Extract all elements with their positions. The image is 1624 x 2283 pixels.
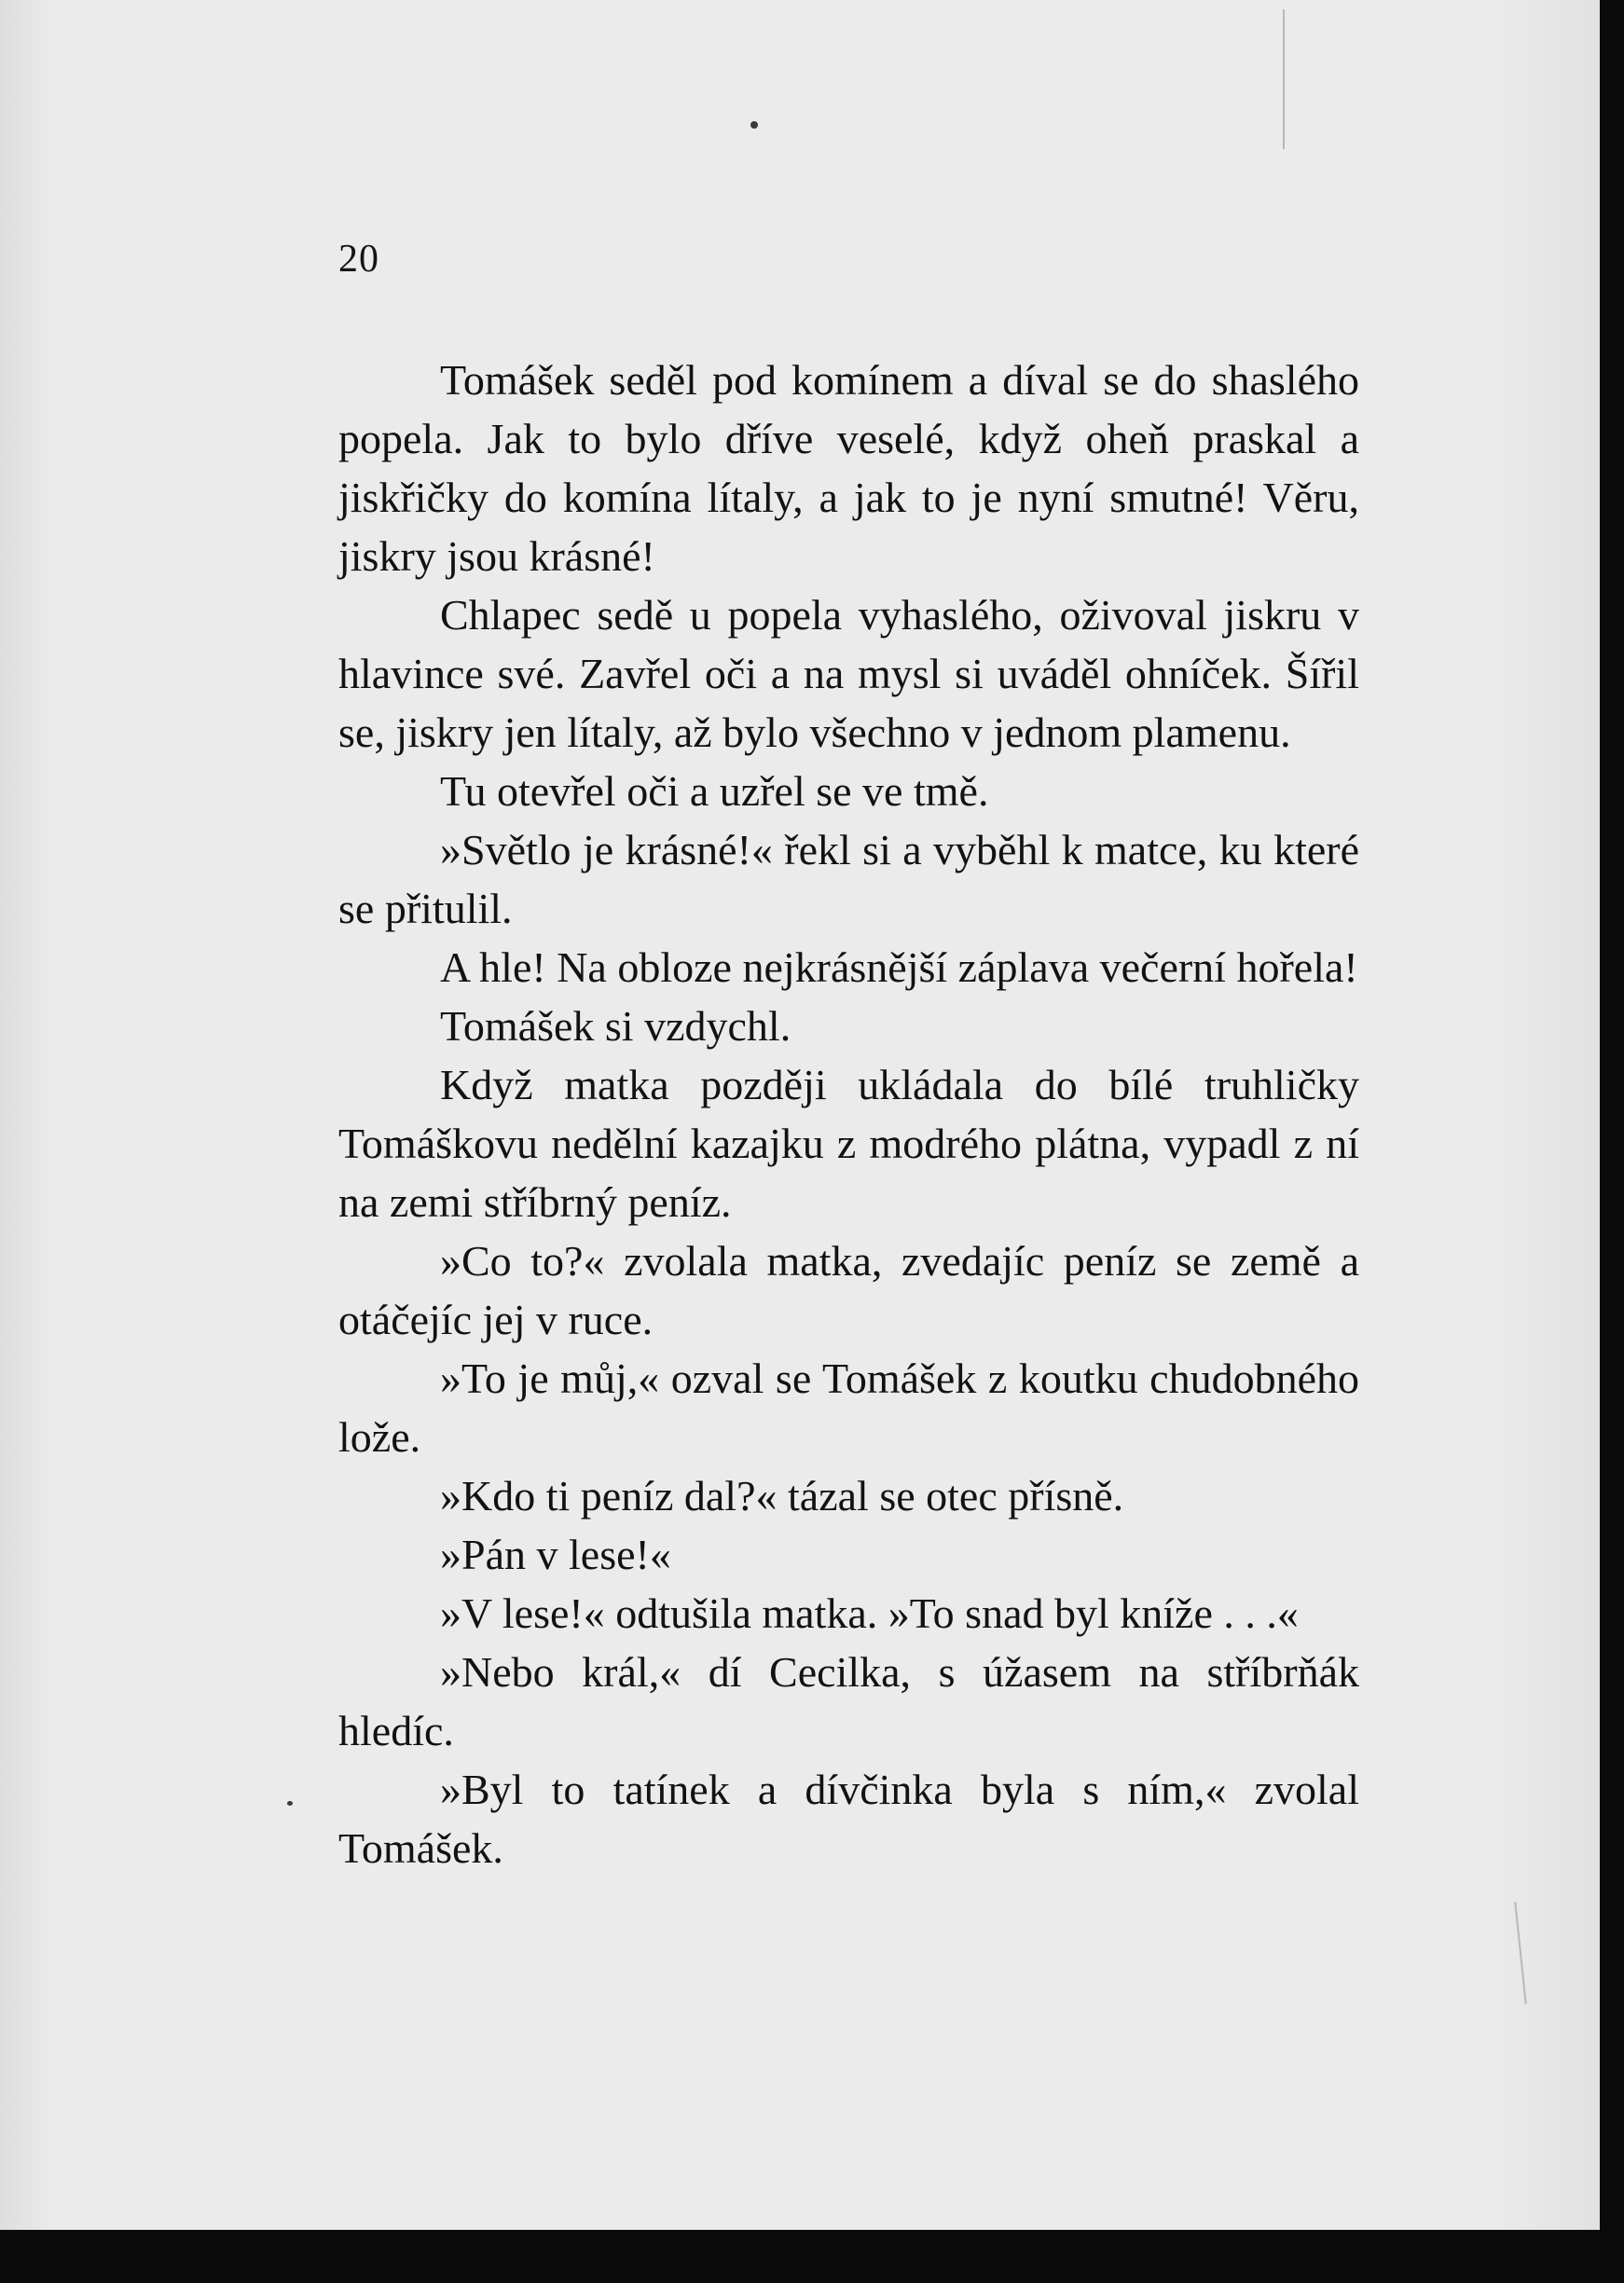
paragraph: »Byl to tatínek a dívčinka byla s ním,« zvolal Tomášek. bbox=[338, 1766, 1359, 1872]
paragraph: Když matka později ukládala do bílé truhličky Tomáškovu nedělní kazajku z modrého plátna, vypadl z ní na zemi stříbrný peníz. bbox=[338, 1061, 1359, 1226]
ink-speck bbox=[750, 121, 758, 129]
ink-speck bbox=[287, 1801, 293, 1806]
page-number: 20 bbox=[338, 238, 379, 281]
paragraph: »Kdo ti peníz dal?« tázal se otec přísně. bbox=[440, 1472, 1124, 1520]
paper-scratch bbox=[1283, 9, 1285, 149]
paragraph: Tu otevřel oči a uzřel se ve tmě. bbox=[440, 767, 989, 815]
scan-border-bottom bbox=[0, 2230, 1624, 2283]
paper-scratch bbox=[1514, 1902, 1526, 2004]
paragraph: A hle! Na obloze nejkrásnější záplava večerní hořela! bbox=[440, 943, 1358, 991]
paragraph: Tomášek si vzdychl. bbox=[440, 1002, 791, 1050]
paragraph: »V lese!« odtušila matka. »To snad byl kníže . . .« bbox=[440, 1589, 1299, 1637]
paragraph: »Co to?« zvolala matka, zvedajíc peníz se země a otáčejíc jej v ruce. bbox=[338, 1237, 1359, 1343]
paragraph: »To je můj,« ozval se Tomášek z koutku chudobného lože. bbox=[338, 1355, 1359, 1461]
body-text bbox=[338, 351, 1359, 1877]
paragraph: »Pán v lese!« bbox=[440, 1531, 671, 1578]
paragraph: »Světlo je krásné!« řekl si a vyběhl k matce, ku které se přitulil. bbox=[338, 826, 1359, 932]
paragraph: »Nebo král,« dí Cecilka, s úžasem na stříbrňák hledíc. bbox=[338, 1648, 1359, 1754]
scan-border-right bbox=[1600, 0, 1624, 2283]
paragraph: Chlapec sedě u popela vyhaslého, oživoval jiskru v hlavince své. Zavřel oči a na mysl si uváděl ohníček. Šířil se, jiskry jen lítaly, až bylo všechno v jednom plamenu. bbox=[338, 591, 1359, 756]
paragraph: Tomášek seděl pod komínem a díval se do shaslého popela. Jak to bylo dříve veselé, když oheň praskal a jiskřičky do komína lítaly, a jak to je nyní smutné! Věru, jiskry jsou krásné! bbox=[338, 356, 1359, 580]
